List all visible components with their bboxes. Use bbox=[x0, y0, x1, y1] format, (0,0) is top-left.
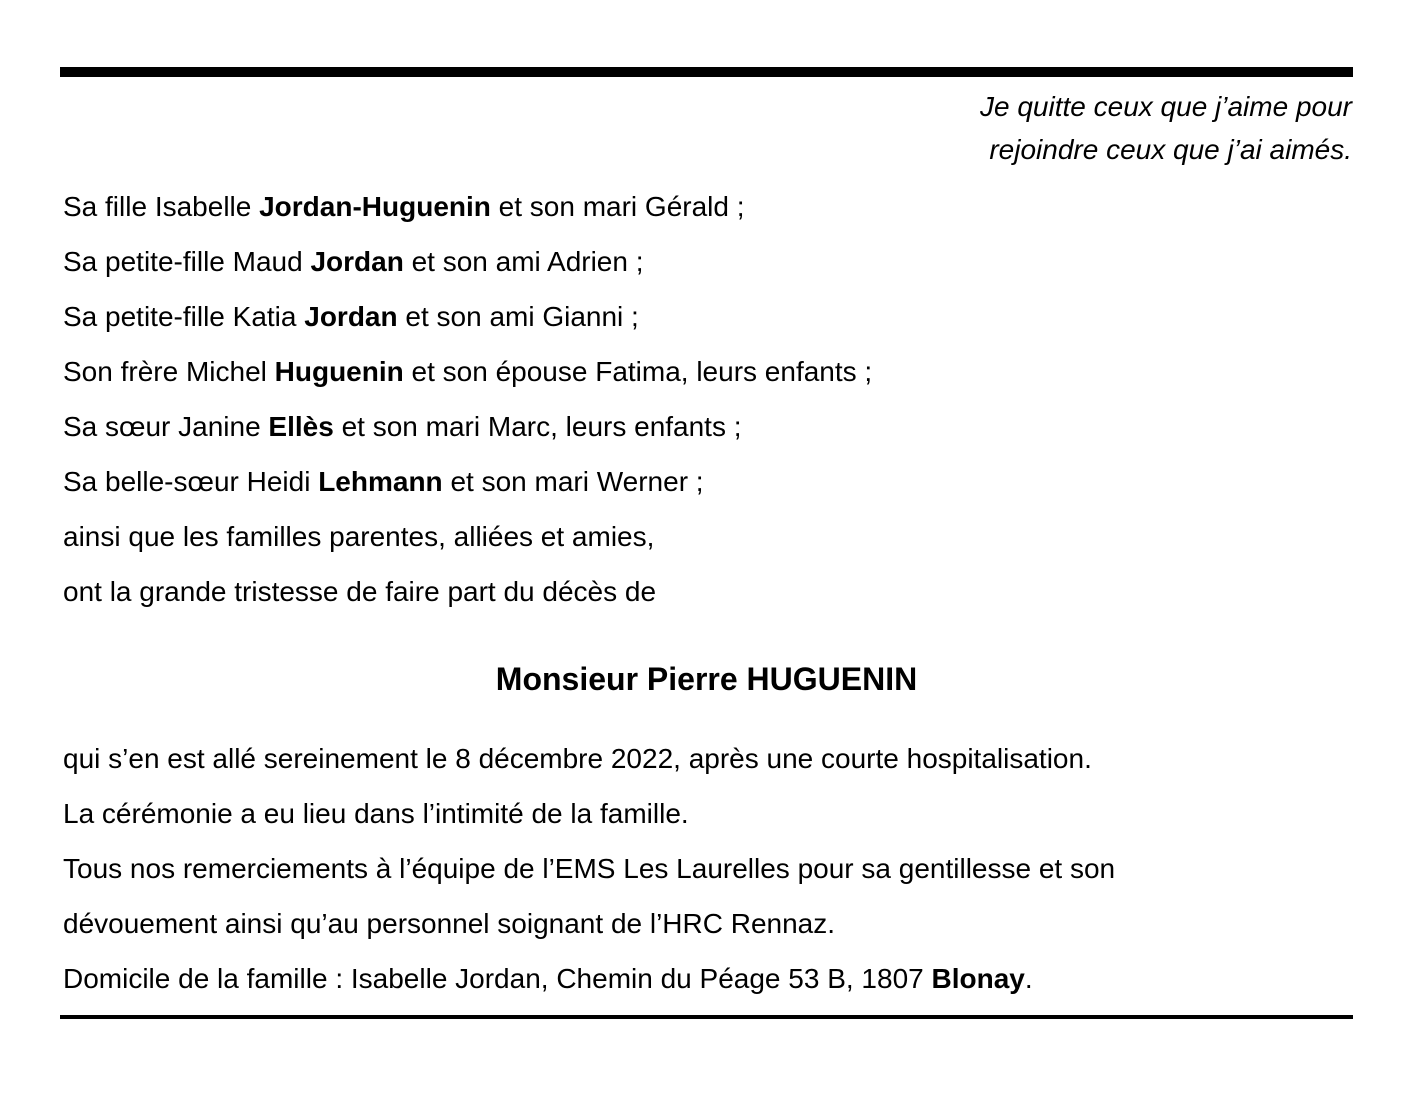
body-line-text: Tous nos remerciements à l’équipe de l’EMS Les Laurelles pour sa gentillesse et son bbox=[63, 853, 1116, 884]
body-line-text: La cérémonie a eu lieu dans l’intimité de la famille. bbox=[63, 798, 689, 829]
family-line-text: Sa sœur Janine bbox=[63, 411, 269, 442]
family-line bbox=[63, 509, 1410, 564]
family-line-text: et son ami Gianni ; bbox=[397, 301, 639, 332]
top-rule bbox=[60, 67, 1353, 77]
family-line-text: Sa petite-fille Katia bbox=[63, 301, 305, 332]
epigraph-quote bbox=[0, 85, 1352, 171]
family-line bbox=[63, 289, 1410, 344]
family-line bbox=[63, 344, 1410, 399]
body-line-text: Domicile de la famille : Isabelle Jordan, Chemin du Péage 53 B, 1807 bbox=[63, 963, 932, 994]
family-surname-bold: Ellès bbox=[268, 411, 334, 442]
body-bold: Blonay bbox=[931, 963, 1025, 994]
body-line-text: . bbox=[1024, 963, 1033, 994]
family-line-text: Son frère Michel bbox=[63, 356, 275, 387]
body-line-text: dévouement ainsi qu’au personnel soignant de l’HRC Rennaz. bbox=[63, 908, 836, 939]
body-line bbox=[63, 841, 1410, 896]
family-surname-bold: Huguenin bbox=[274, 356, 404, 387]
family-surname-bold: Jordan bbox=[310, 246, 404, 277]
family-line-text: et son mari Werner ; bbox=[442, 466, 704, 497]
family-line-text: et son mari Gérald ; bbox=[490, 191, 745, 222]
body-line bbox=[63, 786, 1410, 841]
body-line bbox=[63, 951, 1410, 1006]
family-line bbox=[63, 399, 1410, 454]
family-line-text: et son ami Adrien ; bbox=[403, 246, 644, 277]
family-line-text: ainsi que les familles parentes, alliées et amies, bbox=[63, 521, 655, 552]
family-surname-bold: Jordan-Huguenin bbox=[259, 191, 491, 222]
body-line bbox=[63, 896, 1410, 951]
family-line-text: Sa fille Isabelle bbox=[63, 191, 260, 222]
family-line-text: et son mari Marc, leurs enfants ; bbox=[333, 411, 742, 442]
family-surname-bold: Jordan bbox=[304, 301, 398, 332]
epigraph-line: Je quitte ceux que j’aime pour bbox=[980, 91, 1352, 122]
deceased-name-title: Monsieur Pierre HUGUENIN bbox=[495, 661, 918, 697]
announcement-body bbox=[63, 731, 1410, 1006]
family-line bbox=[63, 179, 1410, 234]
body-line bbox=[63, 731, 1410, 786]
family-line-text: Sa petite-fille Maud bbox=[63, 246, 311, 277]
body-line-text: qui s’en est allé sereinement le 8 décembre 2022, après une courte hospitalisation. bbox=[63, 743, 1092, 774]
bottom-rule bbox=[60, 1015, 1353, 1019]
family-line-text: Sa belle-sœur Heidi bbox=[63, 466, 319, 497]
family-list bbox=[63, 179, 1410, 619]
family-line bbox=[63, 234, 1410, 289]
family-surname-bold: Lehmann bbox=[318, 466, 443, 497]
family-line bbox=[63, 564, 1410, 619]
family-line-text: et son épouse Fatima, leurs enfants ; bbox=[403, 356, 873, 387]
family-line-text: ont la grande tristesse de faire part du décès de bbox=[63, 576, 657, 607]
family-line bbox=[63, 454, 1410, 509]
epigraph-line: rejoindre ceux que j’ai aimés. bbox=[989, 134, 1352, 165]
